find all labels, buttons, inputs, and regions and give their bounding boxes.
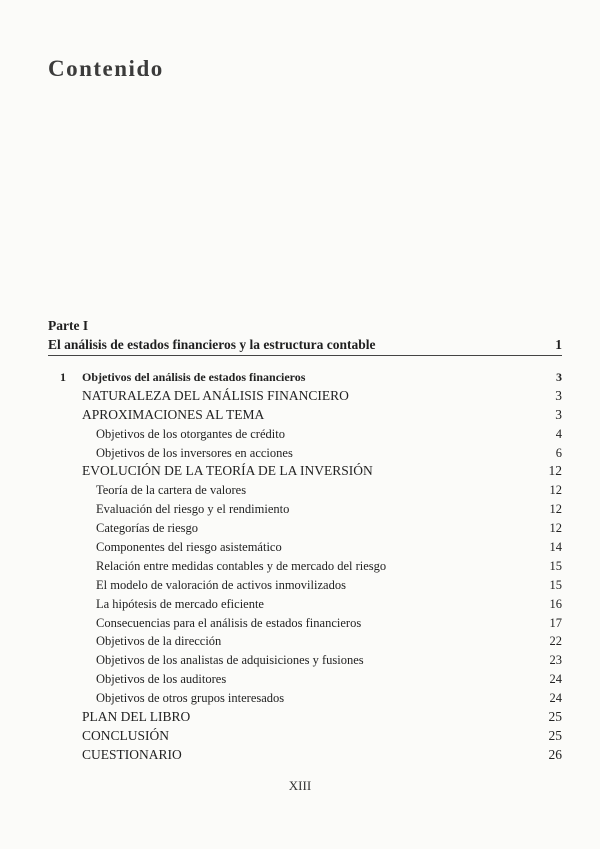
toc-entry-title: Relación entre medidas contables y de mercado del riesgo [96, 558, 387, 573]
chapter-entry [60, 368, 562, 387]
toc-entry-page: 12 [549, 521, 562, 536]
toc-entry-title: CONCLUSIÓN [82, 727, 170, 743]
toc-entry [60, 670, 562, 689]
toc-entry [60, 557, 562, 576]
toc-entry-page: 17 [549, 615, 562, 630]
toc-entry-title: APROXIMACIONES AL TEMA [82, 406, 265, 422]
toc-entry [60, 500, 562, 519]
toc-entry-title: EVOLUCIÓN DE LA TEORÍA DE LA INVERSIÓN [82, 463, 373, 479]
toc-entry-title: La hipótesis de mercado eficiente [96, 596, 264, 611]
toc-entry [60, 519, 562, 538]
toc-entry [60, 614, 562, 633]
toc-entry [60, 651, 562, 670]
chapter-number: 1 [60, 370, 66, 384]
toc-entry-title: Categorías de riesgo [96, 521, 199, 536]
toc-entry-page: 3 [555, 406, 562, 422]
toc-entry [60, 576, 562, 595]
toc-entry-page: 24 [549, 672, 562, 687]
toc-entry [60, 746, 562, 765]
toc-entry [60, 708, 562, 727]
toc-entry [60, 689, 562, 708]
toc-entry-title: CUESTIONARIO [82, 746, 182, 762]
toc-entry [60, 538, 562, 557]
toc-entry-page: 15 [549, 558, 562, 573]
toc-entry-page: 26 [548, 746, 562, 762]
toc-entry-title: Objetivos de los auditores [96, 672, 227, 687]
toc-entry-page: 24 [549, 691, 562, 706]
toc-entry [60, 406, 562, 425]
toc-entry-title: Objetivos de los analistas de adquisiciones y fusiones [96, 653, 364, 668]
toc-entry-page: 16 [549, 596, 562, 611]
toc-entry [60, 425, 562, 444]
chapter-heading [60, 368, 305, 387]
toc-entry-page: 25 [548, 709, 562, 725]
toc-entry [60, 595, 562, 614]
toc-entry [60, 462, 562, 481]
toc-entry [60, 481, 562, 500]
toc-entry-title: Objetivos de otros grupos interesados [96, 691, 285, 706]
toc-entry-page: 12 [549, 483, 562, 498]
toc-entry-title: Evaluación del riesgo y el rendimiento [96, 502, 290, 517]
toc-entry-page: 14 [549, 540, 562, 555]
part-label: Parte I [48, 318, 89, 333]
chapter-page: 3 [556, 370, 562, 384]
part-title: El análisis de estados financieros y la estructura contable [48, 337, 376, 352]
toc-entry-title: Consecuencias para el análisis de estados financieros [96, 615, 362, 630]
toc-entry-title: NATURALEZA DEL ANÁLISIS FINANCIERO [82, 387, 349, 403]
toc-entry-page: 25 [548, 727, 562, 743]
toc-entry-page: 12 [548, 463, 562, 479]
toc-entry-title: El modelo de valoración de activos inmovilizados [96, 577, 346, 592]
toc-entry-page: 4 [555, 426, 562, 441]
chapter-title: Objetivos del análisis de estados financieros [82, 370, 306, 384]
toc-entry [60, 444, 562, 463]
toc-entry-page: 22 [549, 634, 562, 649]
part-page: 1 [555, 337, 562, 352]
toc-entry-title: Objetivos de los otorgantes de crédito [96, 426, 285, 441]
toc-entry-page: 15 [549, 577, 562, 592]
toc-entry-title: Objetivos de los inversores en acciones [96, 445, 293, 460]
footer-page-number: XIII [288, 778, 312, 793]
part-divider [48, 355, 562, 356]
toc-entry-title: Objetivos de la dirección [96, 634, 222, 649]
toc-entry [60, 387, 562, 406]
toc-entry [60, 727, 562, 746]
toc-entry-page: 12 [549, 502, 562, 517]
table-of-contents [60, 368, 562, 765]
toc-entry-title: PLAN DEL LIBRO [82, 709, 191, 725]
part-title-row [48, 337, 562, 353]
toc-entry-page: 6 [555, 445, 562, 460]
toc-entry-page: 23 [549, 653, 562, 668]
page-title: Contenido [48, 56, 164, 81]
toc-entry-page: 3 [555, 387, 562, 403]
toc-entry [60, 632, 562, 651]
toc-entry-title: Componentes del riesgo asistemático [96, 540, 282, 555]
toc-entry-title: Teoría de la cartera de valores [96, 483, 247, 498]
